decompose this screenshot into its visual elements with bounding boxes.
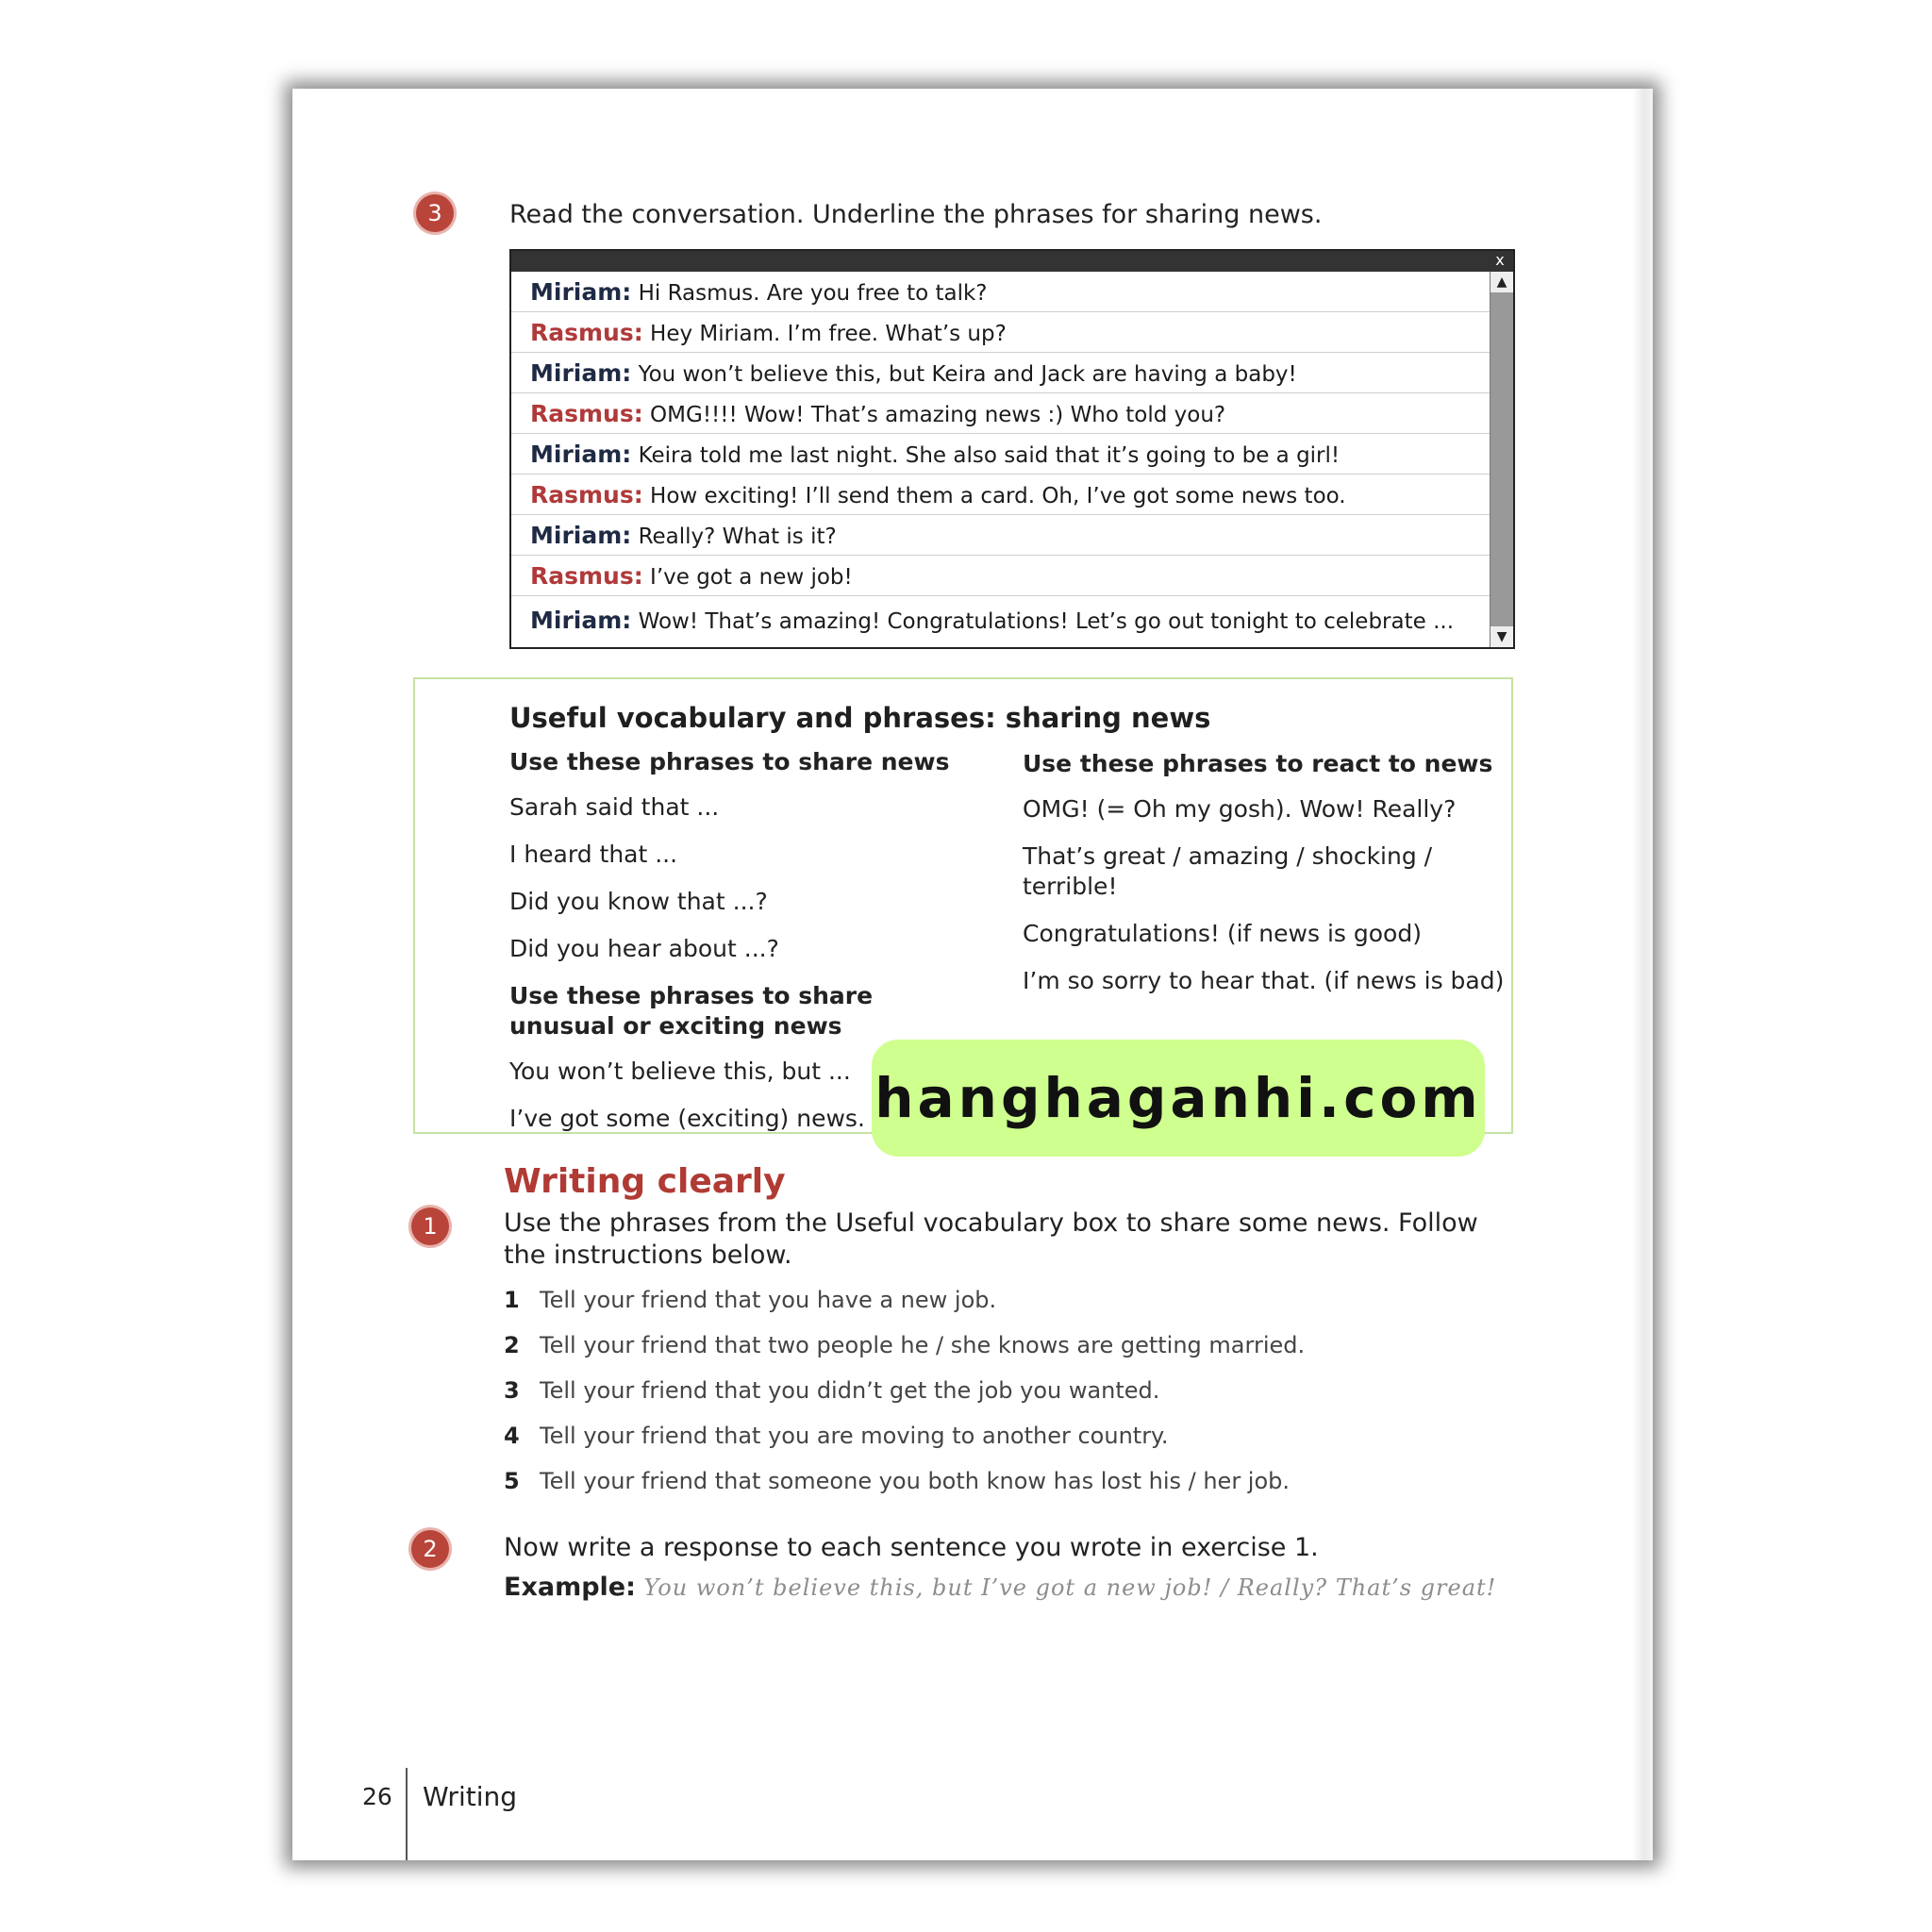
phrase-item: I’ve got some (exciting) news. bbox=[509, 1105, 865, 1132]
exercise-1-instruction: Use the phrases from the Useful vocabulary box to share some news. Follow the instructions below. bbox=[504, 1208, 1478, 1270]
share-unusual-news-heading: Use these phrases to share unusual or exciting news bbox=[509, 982, 874, 1040]
chat-text: I’ve got a new job! bbox=[642, 565, 853, 590]
item-number: 1 bbox=[504, 1287, 520, 1313]
scroll-down-icon[interactable]: ▼ bbox=[1491, 626, 1513, 647]
chat-speaker: Miriam: bbox=[530, 441, 632, 468]
section-title: Writing clearly bbox=[504, 1162, 786, 1201]
phrase-item: I’m so sorry to hear that. (if news is bad) bbox=[1023, 967, 1505, 994]
share-news-heading: Use these phrases to share news bbox=[509, 748, 950, 775]
item-number: 3 bbox=[504, 1377, 520, 1404]
chat-messages bbox=[511, 272, 1491, 641]
phrase-item: I heard that ... bbox=[509, 841, 678, 868]
list-item bbox=[504, 1468, 1290, 1494]
chat-speaker: Miriam: bbox=[530, 278, 632, 306]
chat-text: OMG!!!! Wow! That’s amazing news :) Who told you? bbox=[642, 403, 1226, 427]
phrase-item: OMG! (= Oh my gosh). Wow! Really? bbox=[1023, 795, 1457, 823]
page-number: 26 bbox=[362, 1783, 392, 1810]
item-text: Tell your friend that you are moving to another country. bbox=[540, 1423, 1169, 1449]
exercise-3-instruction: Read the conversation. Underline the phrases for sharing news. bbox=[509, 200, 1323, 229]
list-item bbox=[504, 1332, 1305, 1358]
chat-text: How exciting! I’ll send them a card. Oh, I’ve got some news too. bbox=[642, 484, 1346, 508]
phrase-item: That’s great / amazing / shocking / terrible! bbox=[1023, 842, 1433, 900]
list-item bbox=[504, 1377, 1159, 1404]
chat-message bbox=[511, 596, 1491, 641]
chat-titlebar bbox=[511, 251, 1513, 272]
item-text: Tell your friend that two people he / she knows are getting married. bbox=[540, 1332, 1306, 1358]
chat-text: Hey Miriam. I’m free. What’s up? bbox=[642, 322, 1007, 346]
chat-text: You won’t believe this, but Keira and Jack are having a baby! bbox=[631, 362, 1297, 387]
chat-message bbox=[511, 353, 1491, 393]
chat-speaker: Miriam: bbox=[530, 607, 632, 634]
chat-speaker: Rasmus: bbox=[530, 562, 643, 590]
chat-speaker: Rasmus: bbox=[530, 400, 643, 427]
footer-divider bbox=[406, 1768, 408, 1860]
example-line bbox=[504, 1572, 1496, 1604]
page-edge bbox=[1632, 89, 1653, 1860]
chat-message bbox=[511, 556, 1491, 596]
chat-speaker: Miriam: bbox=[530, 522, 632, 549]
item-number: 4 bbox=[504, 1423, 520, 1449]
exercise-2-instruction: Now write a response to each sentence you wrote in exercise 1. bbox=[504, 1533, 1319, 1562]
textbook-page bbox=[292, 89, 1653, 1860]
chat-text: Hi Rasmus. Are you free to talk? bbox=[631, 281, 988, 306]
chat-message bbox=[511, 515, 1491, 556]
phrase-item: Did you know that ...? bbox=[509, 888, 768, 915]
chat-message bbox=[511, 312, 1491, 353]
chat-scrollbar[interactable] bbox=[1490, 272, 1513, 647]
chat-speaker: Rasmus: bbox=[530, 319, 643, 346]
watermark: hanghaganhi.com bbox=[872, 1040, 1485, 1157]
chat-message bbox=[511, 475, 1491, 515]
list-item bbox=[504, 1287, 996, 1313]
list-item bbox=[504, 1423, 1168, 1449]
close-icon[interactable]: x bbox=[1495, 251, 1505, 269]
item-text: Tell your friend that you have a new job. bbox=[540, 1287, 997, 1313]
vocabulary-title: Useful vocabulary and phrases: sharing news bbox=[509, 702, 1211, 734]
chat-speaker: Rasmus: bbox=[530, 481, 643, 508]
phrase-item: You won’t believe this, but ... bbox=[509, 1058, 851, 1085]
item-number: 5 bbox=[504, 1468, 520, 1494]
item-number: 2 bbox=[504, 1332, 520, 1358]
footer-section-label: Writing bbox=[423, 1781, 517, 1812]
react-news-heading: Use these phrases to react to news bbox=[1023, 750, 1493, 777]
item-text: Tell your friend that you didn’t get the job you wanted. bbox=[540, 1377, 1160, 1404]
vocabulary-right-column bbox=[1023, 749, 1505, 1013]
phrase-item: Did you hear about ...? bbox=[509, 935, 779, 962]
scroll-up-icon[interactable]: ▲ bbox=[1491, 272, 1513, 292]
item-text: Tell your friend that someone you both know has lost his / her job. bbox=[540, 1468, 1291, 1494]
example-label: Example: bbox=[504, 1573, 636, 1602]
phrase-item: Congratulations! (if news is good) bbox=[1023, 920, 1422, 947]
chat-speaker: Miriam: bbox=[530, 359, 632, 387]
chat-text: Wow! That’s amazing! Congratulations! Let’s go out tonight to celebrate ... bbox=[631, 609, 1455, 634]
example-handwritten-text: You won’t believe this, but I’ve got a new job! / Really? That’s great! bbox=[643, 1574, 1497, 1601]
exercise-2-number: 2 bbox=[411, 1530, 449, 1568]
chat-message bbox=[511, 272, 1491, 312]
chat-message bbox=[511, 393, 1491, 434]
chat-message bbox=[511, 434, 1491, 475]
chat-window bbox=[509, 249, 1515, 649]
chat-text: Really? What is it? bbox=[631, 525, 837, 549]
exercise-1-number: 1 bbox=[411, 1208, 449, 1245]
phrase-item: Sarah said that ... bbox=[509, 793, 720, 821]
exercise-3-number: 3 bbox=[416, 194, 454, 232]
chat-text: Keira told me last night. She also said that it’s going to be a girl! bbox=[631, 443, 1341, 468]
